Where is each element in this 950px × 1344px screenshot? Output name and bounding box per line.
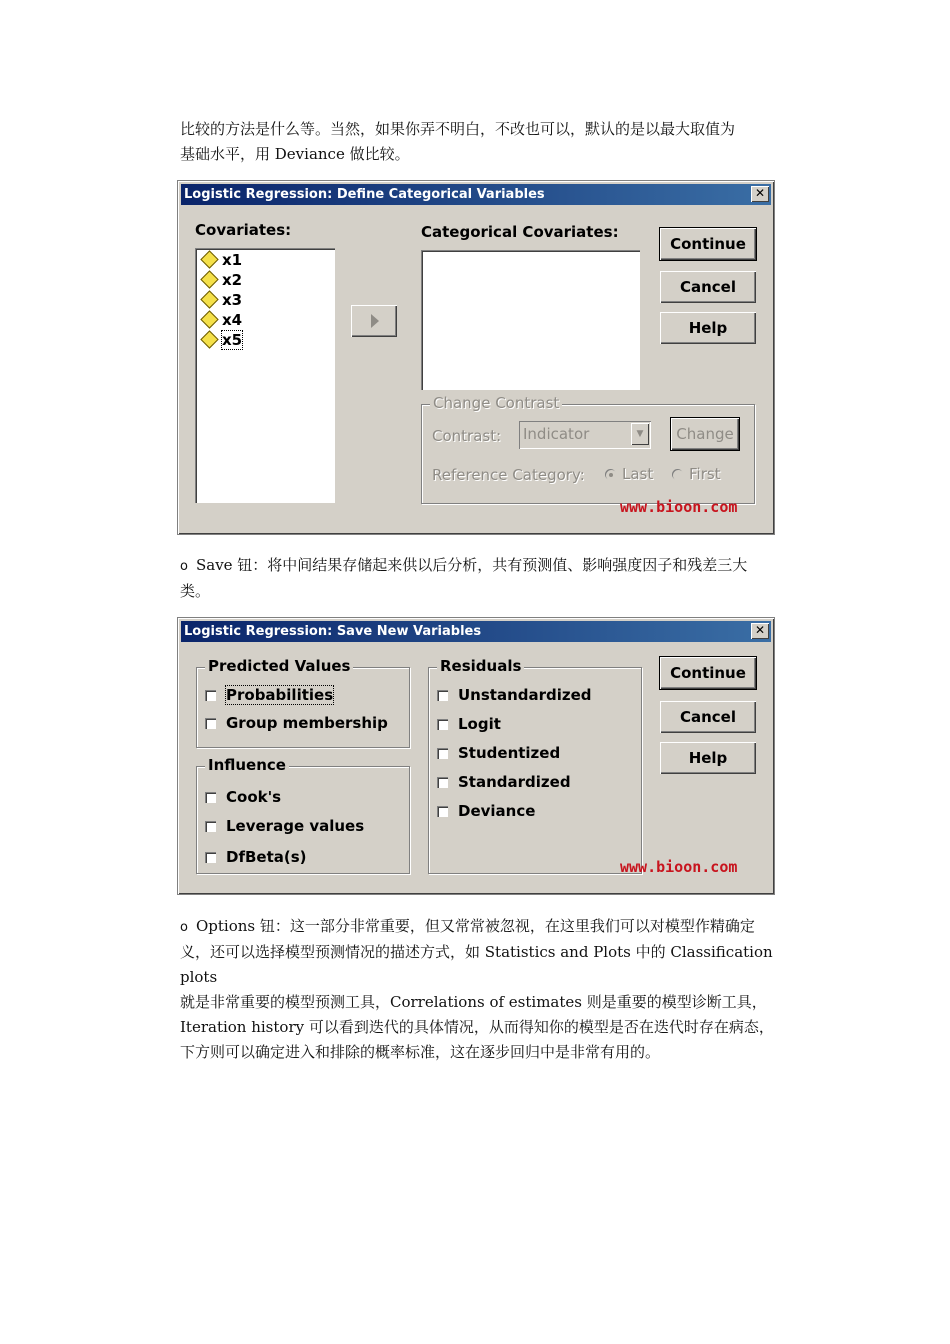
dialog-titlebar <box>181 621 771 642</box>
checkbox-group-membership[interactable]: Group membership <box>205 713 388 733</box>
paragraph-options <box>180 914 810 1065</box>
radio-first[interactable]: First <box>672 465 721 483</box>
checkbox-icon <box>205 792 216 803</box>
change-button[interactable]: Change <box>671 418 739 450</box>
checkbox-icon <box>205 718 216 729</box>
scale-variable-icon <box>200 270 218 288</box>
checkbox-icon <box>437 719 448 730</box>
continue-button[interactable]: Continue <box>660 657 756 689</box>
save-new-variables-dialog <box>177 617 775 895</box>
dialog-title: Logistic Regression: Define Categorical Variables <box>184 187 545 202</box>
radio-selected-icon <box>605 469 616 480</box>
radio-unselected-icon <box>672 469 683 480</box>
watermark: www.bioon.com <box>620 858 738 876</box>
contrast-label: Contrast: <box>432 427 502 445</box>
paragraph-intro <box>180 117 810 167</box>
variable-item[interactable]: x1 <box>201 250 242 270</box>
variable-item[interactable]: x4 <box>201 310 242 330</box>
paragraph-line: 下方则可以确定进入和排除的概率标准，这在逐步回归中是非常有用的。 <box>180 1043 661 1061</box>
checkbox-leverage[interactable]: Leverage values <box>205 816 364 836</box>
scale-variable-icon <box>200 310 218 328</box>
variable-item[interactable]: x3 <box>201 290 242 310</box>
scale-variable-icon <box>200 290 218 308</box>
categorical-covariates-label: Categorical Covariates: <box>421 223 619 241</box>
checkbox-cooks[interactable]: Cook's <box>205 787 281 807</box>
predicted-values-title: Predicted Values <box>205 657 353 675</box>
continue-button[interactable]: Continue <box>660 228 756 260</box>
paragraph-line: 就是非常重要的模型预测工具，Correlations of estimates 则是重要的模型诊断工具， <box>180 993 767 1011</box>
checkbox-icon <box>437 777 448 788</box>
change-contrast-group <box>421 394 755 504</box>
checkbox-logit[interactable]: Logit <box>437 714 501 734</box>
checkbox-deviance[interactable]: Deviance <box>437 801 535 821</box>
checkbox-standardized[interactable]: Standardized <box>437 772 571 792</box>
paragraph-line: 类。 <box>180 582 211 600</box>
checkbox-icon <box>205 690 216 701</box>
checkbox-icon <box>205 852 216 863</box>
influence-title: Influence <box>205 756 289 774</box>
checkbox-studentized[interactable]: Studentized <box>437 743 560 763</box>
cancel-button[interactable]: Cancel <box>660 701 756 733</box>
radio-last[interactable]: Last <box>605 465 653 483</box>
watermark: www.bioon.com <box>620 498 738 516</box>
close-icon[interactable]: ✕ <box>751 186 769 202</box>
influence-group <box>196 756 410 874</box>
paragraph-line: 比较的方法是什么等。当然，如果你弄不明白，不改也可以，默认的是以最大取值为 <box>180 120 736 138</box>
variable-item[interactable]: x2 <box>201 270 242 290</box>
paragraph-line: Save 钮：将中间结果存储起来供以后分析，共有预测值、影响强度因子和残差三大 <box>195 556 748 574</box>
dialog-title: Logistic Regression: Save New Variables <box>184 624 482 639</box>
checkbox-icon <box>205 821 216 832</box>
paragraph-line: Iteration history 可以看到迭代的具体情况，从而得知你的模型是否在迭代时存在病态， <box>180 1018 774 1036</box>
residuals-group <box>428 657 642 874</box>
scale-variable-icon <box>200 250 218 268</box>
checkbox-icon <box>437 806 448 817</box>
reference-category-label: Reference Category: <box>432 466 585 484</box>
cancel-button[interactable]: Cancel <box>660 271 756 303</box>
categorical-covariates-listbox[interactable] <box>421 250 640 390</box>
residuals-title: Residuals <box>437 657 524 675</box>
checkbox-icon <box>437 690 448 701</box>
contrast-select[interactable]: Indicator ▼ <box>519 421 651 449</box>
bullet: o <box>180 920 188 935</box>
change-contrast-title: Change Contrast <box>430 394 562 412</box>
move-right-button[interactable] <box>351 305 397 337</box>
covariates-listbox[interactable] <box>195 248 335 503</box>
covariates-label: Covariates: <box>195 221 292 239</box>
checkbox-probabilities[interactable]: Probabilities <box>205 685 333 705</box>
variable-item[interactable]: x5 <box>201 330 242 350</box>
checkbox-dfbeta[interactable]: DfBeta(s) <box>205 847 307 867</box>
help-button[interactable]: Help <box>660 742 756 774</box>
checkbox-icon <box>437 748 448 759</box>
help-button[interactable]: Help <box>660 312 756 344</box>
define-categorical-dialog <box>177 180 775 535</box>
checkbox-unstandardized[interactable]: Unstandardized <box>437 685 592 705</box>
dialog-titlebar <box>181 184 771 205</box>
paragraph-save <box>180 553 810 604</box>
chevron-down-icon: ▼ <box>631 423 649 445</box>
bullet: o <box>180 559 188 574</box>
close-icon[interactable]: ✕ <box>751 623 769 639</box>
paragraph-line: Options 钮：这一部分非常重要，但又常常被忽视，在这里我们可以对模型作精确定 <box>195 917 755 935</box>
paragraph-line: 义，还可以选择模型预测情况的描述方式，如 Statistics and Plots 中的 Classification plots <box>180 943 773 986</box>
paragraph-line: 基础水平，用 Deviance 做比较。 <box>180 145 410 163</box>
scale-variable-icon <box>200 330 218 348</box>
arrow-right-icon <box>351 305 397 337</box>
predicted-values-group <box>196 657 410 748</box>
